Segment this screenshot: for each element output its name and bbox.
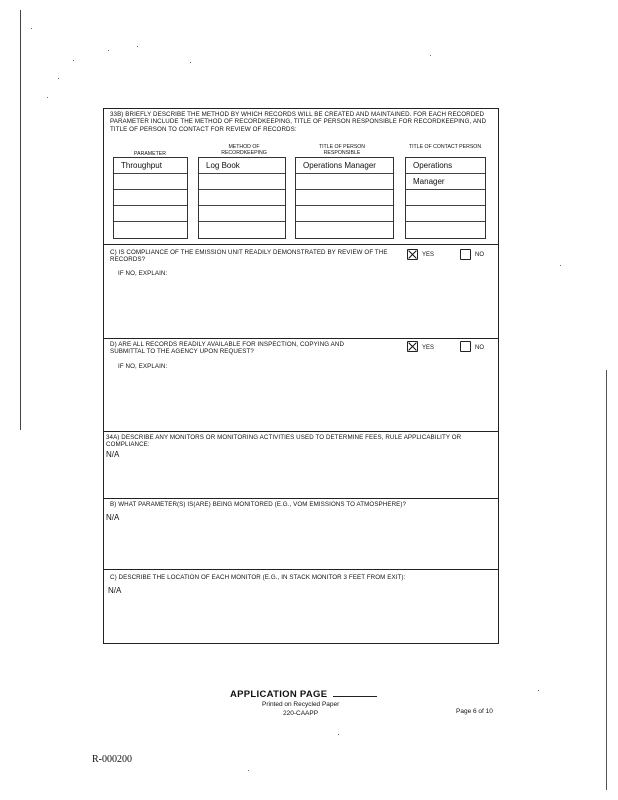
col-responsible-header: TITLE OF PERSON RESPONSIBLE bbox=[318, 144, 366, 156]
q33c-yes-checkbox[interactable] bbox=[407, 249, 418, 260]
q33c-no-checkbox[interactable] bbox=[460, 249, 471, 260]
responsible-value[interactable]: Operations Manager bbox=[303, 161, 376, 170]
q33d-yes-label: YES bbox=[422, 345, 435, 351]
footer-title-blank bbox=[333, 696, 377, 697]
left-margin-line bbox=[20, 10, 21, 430]
q33c-prompt: C) IS COMPLIANCE OF THE EMISSION UNIT READILY DEMONSTRATED BY REVIEW OF THE RECORDS? bbox=[110, 249, 388, 264]
footer-page: Page 6 of 10 bbox=[456, 708, 493, 715]
q33c-explain-label: IF NO, EXPLAIN: bbox=[118, 270, 168, 277]
right-margin-line bbox=[606, 370, 607, 790]
q33d-no-label: NO bbox=[475, 345, 484, 351]
q33c-yes-label: YES bbox=[422, 252, 435, 258]
q33d-explain-label: IF NO, EXPLAIN: bbox=[118, 363, 168, 370]
footer-title bbox=[230, 689, 377, 700]
col-parameter-header: PARAMETER bbox=[134, 151, 166, 157]
col-method-header: METHOD OF RECORDKEEPING bbox=[221, 144, 267, 156]
parameter-column bbox=[113, 157, 188, 239]
q33d-prompt: D) ARE ALL RECORDS READILY AVAILABLE FOR INSPECTION, COPYING AND SUBMITTAL TO THE AGENCY UPON REQUEST? bbox=[110, 341, 345, 356]
q34c-section bbox=[104, 569, 498, 643]
parameter-value[interactable]: Throughput bbox=[121, 161, 162, 170]
q33c-no-label: NO bbox=[475, 252, 484, 258]
q34a-prompt: 34A) DESCRIBE ANY MONITORS OR MONITORING ACTIVITIES USED TO DETERMINE FEES, RULE APPLICABILITY OR COMPLIANCE: bbox=[106, 434, 462, 449]
q33d-section bbox=[104, 338, 498, 431]
footer-printed: Printed on Recycled Paper bbox=[262, 701, 340, 708]
q34a-answer[interactable]: N/A bbox=[106, 450, 120, 459]
footer-form-id: 220-CAAPP bbox=[283, 710, 319, 717]
q34c-answer[interactable]: N/A bbox=[108, 586, 122, 595]
q34a-section bbox=[104, 431, 498, 498]
bates-number: R-000200 bbox=[92, 754, 132, 765]
contact-value-line1[interactable]: Operations bbox=[413, 161, 453, 170]
q33d-no-checkbox[interactable] bbox=[460, 341, 471, 352]
q34c-prompt: C) DESCRIBE THE LOCATION OF EACH MONITOR (E.G., IN STACK MONITOR 3 FEET FROM EXIT): bbox=[110, 574, 406, 581]
q34b-section bbox=[104, 498, 498, 569]
q33d-yes-checkbox[interactable] bbox=[407, 341, 418, 352]
footer-title-text: APPLICATION PAGE bbox=[230, 689, 328, 700]
method-value[interactable]: Log Book bbox=[206, 161, 240, 170]
application-form bbox=[103, 108, 499, 644]
contact-value-line2[interactable]: Manager bbox=[413, 177, 445, 186]
q33b-prompt: 33B) BRIEFLY DESCRIBE THE METHOD BY WHICH RECORDS WILL BE CREATED AND MAINTAINED. FOR EACH RECORDED PARAMETER INCLUDE THE METHOD OF RECORDKEEPING, TITLE OF PERSON RESPONSIBLE FOR RECORDKEEPING, AND TITLE OF PERSON TO CONTACT FOR REVIEW OF RECORDS: bbox=[110, 111, 487, 133]
responsible-column bbox=[295, 157, 394, 239]
method-column bbox=[198, 157, 286, 239]
contact-column bbox=[405, 157, 486, 239]
q33c-section bbox=[104, 244, 498, 335]
q34b-answer[interactable]: N/A bbox=[106, 513, 120, 522]
col-contact-header: TITLE OF CONTACT PERSON bbox=[408, 144, 482, 150]
q34b-prompt: B) WHAT PARAMETER(S) IS(ARE) BEING MONITORED (E.G., VOM EMISSIONS TO ATMOSPHERE)? bbox=[110, 501, 407, 508]
